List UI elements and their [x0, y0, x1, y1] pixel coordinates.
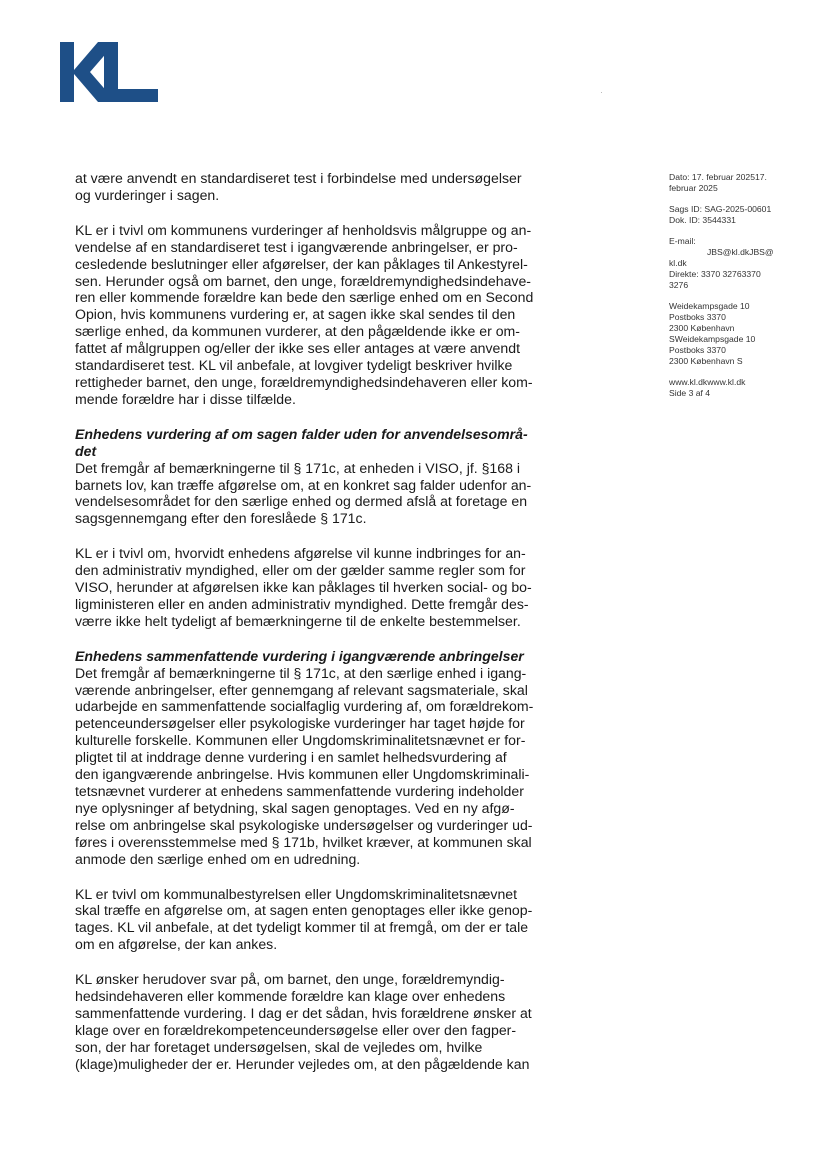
direkte-line-2: 3276 — [669, 280, 689, 290]
contact-block — [669, 236, 799, 291]
kl-logo — [60, 42, 160, 102]
heading-summary-assessment: Enhedens sammenfattende vurdering i igangværende anbringelser — [75, 647, 524, 664]
paragraph-5: Det fremgår af bemærkningerne til § 171c, at den særlige enhed i igang- værende anbringelser, efter gennemgang af relevant sagsmateriale, skal udarbejde en sammenfattende socialfaglig vurdering af, om forældrekom- petenceundersøgelser eller psykologiske vurderinger har taget højde for kulturelle forskelle. Kommunen eller Ungdomskriminalitetsnævnet er for- pligtet til at inddrage denne vurdering i en samlet helhedsvurdering af den igangværende anbringelse. Hvis kommunen eller Ungdomskriminali- tetsnævnet vurderer at enhedens sammenfattende vurdering indeholder nye oplysninger af betydning, skal sagen genoptages. Ved en ny afgø- relse om anbringelse skal psykologiske undersøgelser og vurderinger ud- føres i overensstemmelse med § 171b, hvilket kræver, at kommunen skal anmode den særlige enhed om en udredning. — [75, 664, 534, 867]
kl-logo-mark — [60, 42, 158, 102]
date-line-1: Dato: 17. februar 202517. — [669, 172, 767, 182]
heading-assessment-scope: Enhedens vurdering af om sagen falder uden for anvendelsesområ- det — [75, 425, 528, 459]
web-page-block — [669, 377, 799, 399]
paragraph-2: KL er i tvivl om kommunens vurderinger af henholdsvis målgruppe og an- vendelse af en standardiseret test i igangværende anbringelser, er pro- cesledende beslutninger eller afgørelser, der kan påklages til Ankestyrel- sen. Herunder også om barnet, den unge, forældremyndighedsindehave- ren eller kommende forældre kan bede den særlige enhed om en Second Opion, hvis kommunens vurdering er, at sagen ikke skal sendes til den særlige enhed, da kommunen vurderer, at den pågældende ikke er om- fattet af målgruppen og/eller der ikke ses eller antages at være anvendt standardiseret test. KL vil anbefale, at lovgiver tydeligt beskriver hvilke rettigheder barnet, den unge, forældremyndighedsindehaveren eller kom- mende forældre har i disse tilfælde. — [75, 221, 534, 407]
page-number: Side 3 af 4 — [669, 388, 711, 398]
web-link[interactable]: www.kl.dkwww.kl.dk — [669, 377, 746, 387]
sags-id: Sags ID: SAG-2025-00601 — [669, 204, 772, 214]
paragraph-6: KL er tvivl om kommunalbestyrelsen eller Ungdomskriminalitetsnævnet skal træffe en afgørelse om, at sagen enten genoptages eller ikke genop- tages. KL vil anbefale, at det tydeligt kommer til at fremgå, om der er tale om en afgørelse, der kan ankes. — [75, 885, 533, 953]
direkte-line-1: Direkte: 3370 32763370 — [669, 269, 761, 279]
email-value[interactable]: JBS@kl.dkJBS@ — [707, 247, 774, 257]
email-label: E-mail: — [669, 236, 696, 246]
dok-id: Dok. ID: 3544331 — [669, 215, 736, 225]
id-block — [669, 204, 799, 226]
email-cont[interactable]: kl.dk — [669, 258, 687, 268]
address-block: Weidekampsgade 10 Postboks 3370 2300 København SWeidekampsgade 10 Postboks 3370 2300 København S — [669, 301, 756, 366]
scan-speck — [601, 92, 602, 93]
sidebar-meta — [669, 172, 799, 409]
date-block — [669, 172, 799, 194]
date-line-2: februar 2025 — [669, 183, 718, 193]
paragraph-1: at være anvendt en standardiseret test i forbindelse med undersøgelser og vurderinger i sagen. — [75, 170, 522, 203]
paragraph-7: KL ønsker herudover svar på, om barnet, den unge, forældremyndig- hedsindehaveren eller kommende forældre kan klage over enhedens sammenfattende vurdering. I dag er det sådan, hvis forældrene ønsker at klage over en forældrekompetenceundersøgelse eller over den fagper- son, der har foretaget undersøgelsen, skal de vejledes om, hvilke (klage)muligheder der er. Herunder vejledes om, at den pågældende kan — [75, 971, 532, 1072]
paragraph-3: Det fremgår af bemærkningerne til § 171c, at enheden i VISO, jf. §168 i barnets lov, kan træffe afgørelse om, at en konkret sag falder udenfor an- vendelsesområdet for den særlige enhed og dermed afslå at foretage en sagsgennemgang efter den foreslåede § 171c. — [75, 459, 532, 527]
paragraph-4: KL er i tvivl om, hvorvidt enhedens afgørelse vil kunne indbringes for an- den administrativ myndighed, eller om der gælder samme regler som for VISO, herunder at afgørelsen ikke kan påklages til hverken social- og bo- ligministeren eller en anden administrativ myndighed. Dette fremgår des- værre ikke helt tydeligt af bemærkningerne til de enkelte bestemmelser. — [75, 545, 532, 629]
letter-body — [75, 170, 555, 1091]
